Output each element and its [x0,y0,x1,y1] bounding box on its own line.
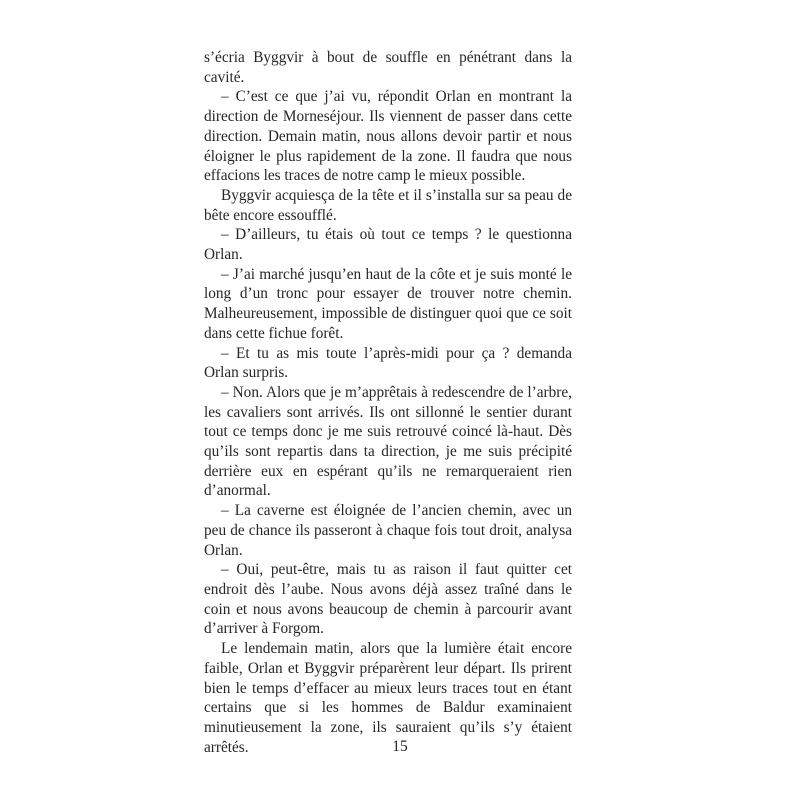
page-number: 15 [392,738,408,755]
body-text [204,48,572,757]
paragraph: – Non. Alors que je m’apprêtais à redescendre de l’arbre, les cavaliers sont arrivés. Ils ont sillonné le sentier durant tout ce temps donc je me suis retrouvé coincé là-haut. Dès qu’ils sont repartis dans ta direction, je me suis précipité derrière eux en espérant qu’ils ne remarqueraient rien d’anormal. [204,383,572,500]
paragraph: – Oui, peut-être, mais tu as raison il faut quitter cet endroit dès l’aube. Nous avons déjà assez traîné dans le coin et nous avons beaucoup de chemin à parcourir avant d’arriver à Forgom. [204,561,572,638]
paragraph: – J’ai marché jusqu’en haut de la côte et je suis monté le long d’un tronc pour essayer de trouver notre chemin. Malheureusement, impossible de distinguer quoi que ce soit dans cette fichue forêt. [204,265,572,342]
paragraph: Byggvir acquiesça de la tête et il s’installa sur sa peau de bête encore essoufflé. [204,186,572,224]
paragraph: s’écria Byggvir à bout de souffle en pénétrant dans la cavité. [204,49,572,86]
paragraph: – D’ailleurs, tu étais où tout ce temps ? le questionna Orlan. [204,226,572,264]
paragraph: – Et tu as mis toute l’après-midi pour ça ? demanda Orlan surpris. [204,344,572,382]
paragraph: Le lendemain matin, alors que la lumière était encore faible, Orlan et Byggvir préparèrent leur départ. Ils prirent bien le temps d’effacer au mieux leurs traces tout en étant certains que si les hommes de Baldur examinaient minutieusement la zone, ils sauraient qu’ils s’y étaient arrêtés. [204,640,572,756]
paragraph: – La caverne est éloignée de l’ancien chemin, avec un peu de chance ils passeront à chaque fois tout droit, analysa Orlan. [204,502,572,559]
paragraph: – C’est ce que j’ai vu, répondit Orlan en montrant la direction de Morneséjour. Ils viennent de passer dans cette direction. Demain matin, nous allons devoir partir et nous éloigner le plus rapidement de la zone. Il faudra que nous effacions les traces de notre camp le mieux possible. [204,88,572,185]
